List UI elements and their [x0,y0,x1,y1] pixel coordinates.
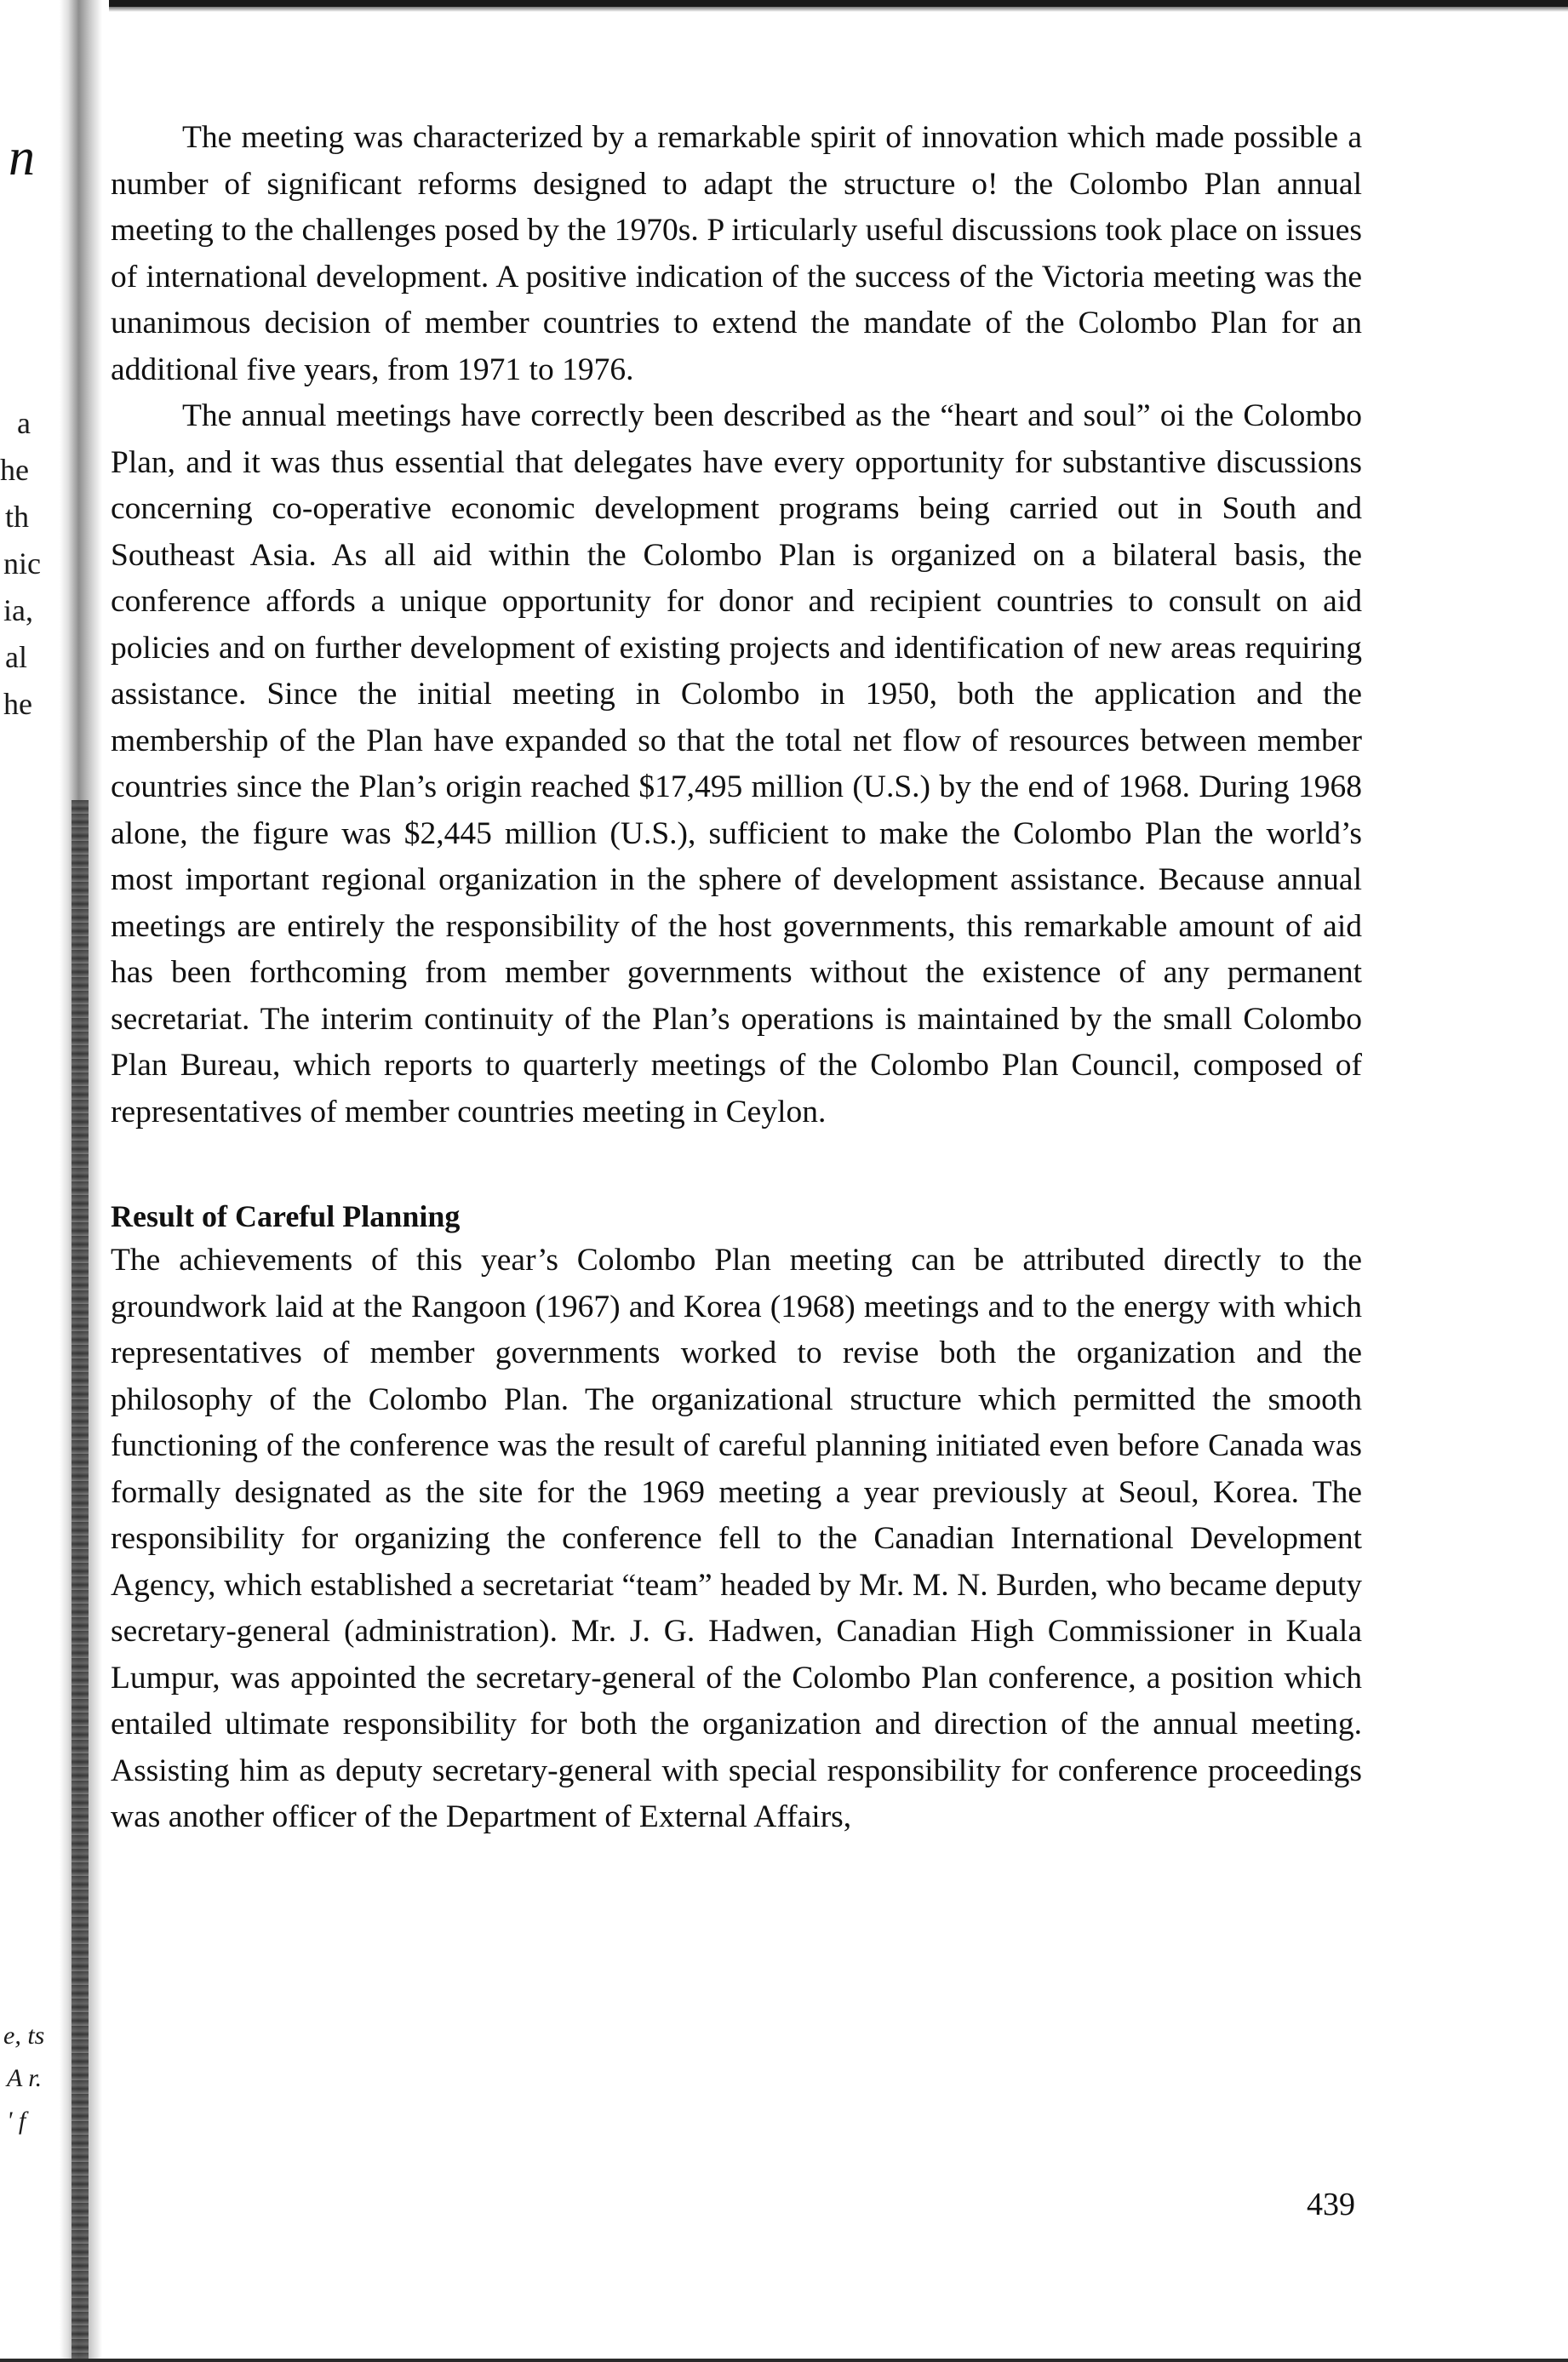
previous-page-fragment: A r. [7,2064,43,2092]
previous-page-fragment: he [3,687,32,721]
previous-page-fragment: ' f [7,2107,26,2135]
previous-page-fragment: a [17,406,31,440]
previous-page-fragment: ia, [3,593,33,627]
page-body [111,115,1362,1841]
previous-page-fragment: nic [3,546,41,580]
paragraph: The annual meetings have correctly been described as the “heart and soul” oi the Colombo Plan, and it was thus essential that delegates have every opportunity for substantive discussions concerning co-operative economic development programs being carried out in South and Southeast Asia. As all aid within the Colombo Plan is organized on a bilateral basis, the conference affords a unique opportunity for donor and recipient countries to consult on aid policies and on further development of existing projects and identification of new areas requiring assistance. Since the initial meeting in Colombo in 1950, both the application and the membership of the Plan have expanded so that the total net flow of resources between member countries since the Plan’s origin reached $17,495 million (U.S.) by the end of 1968. During 1968 alone, the figure was $2,445 million (U.S.), sufficient to make the Colombo Plan the world’s most important regional organization in the sphere of development assistance. Because annual meetings are entirely the responsibility of the host governments, this remarkable amount of aid has been forthcoming from member governments without the existence of any permanent secretariat. The interim continuity of the Plan’s operations is maintained by the small Colombo Plan Bureau, which reports to quarterly meetings of the Colombo Plan Council, composed of representatives of member countries meeting in Ceylon. [111,398,1362,1130]
previous-page-letter: n [9,129,35,186]
page-number: 439 [1307,2187,1355,2222]
paragraph: The achievements of this year’s Colombo Plan meeting can be attributed directly to the groundwork laid at the Rangoon (1967) and Korea (1968) meetings and to the energy with which representatives of member governments worked to revise both the organization and the philosophy of the Colombo Plan. The organizational structure which permitted the smooth functioning of the conference was the result of careful planning initiated even before Canada was formally designated as the site for the 1969 meeting a year previously at Seoul, Korea. The responsibility for organizing the conference fell to the Canadian International Development Agency, which established a secretariat “team” headed by Mr. M. N. Burden, who became deputy secretary-general (administration). Mr. J. G. Hadwen, Canadian High Commissioner in Kuala Lumpur, was appointed the secretary-general of the Colombo Plan conference, a position which entailed ultimate responsibility for both the organization and direction of the annual meeting. Assisting him as deputy secretary-general with special responsibility for conference proceedings was another officer of the Department of External Affairs, [111,1243,1362,1834]
previous-page-fragment: al [5,640,27,674]
paragraph: The meeting was characterized by a remarkable spirit of innovation which made possible a number of significant reforms designed to adapt the structure o! the Colombo Plan annual meeting to the challenges posed by the 1970s. P irticularly useful discussions took place on issues of international development. A positive indication of the success of the Victoria meeting was the unanimous decision of member countries to extend the mandate of the Colombo Plan for an additional five years, from 1971 to 1976. [111,120,1362,387]
scan-bottom-edge [0,2359,1568,2362]
scan-top-shadow [0,7,1568,12]
previous-page-fragment: th [5,500,30,534]
previous-page-fragment: he [0,453,29,487]
scan-top-edge [0,0,1568,7]
section-heading: Result of Careful Planning [111,1199,461,1233]
binding-fold [72,800,89,2362]
previous-page-fragment: e, ts [3,2022,45,2050]
